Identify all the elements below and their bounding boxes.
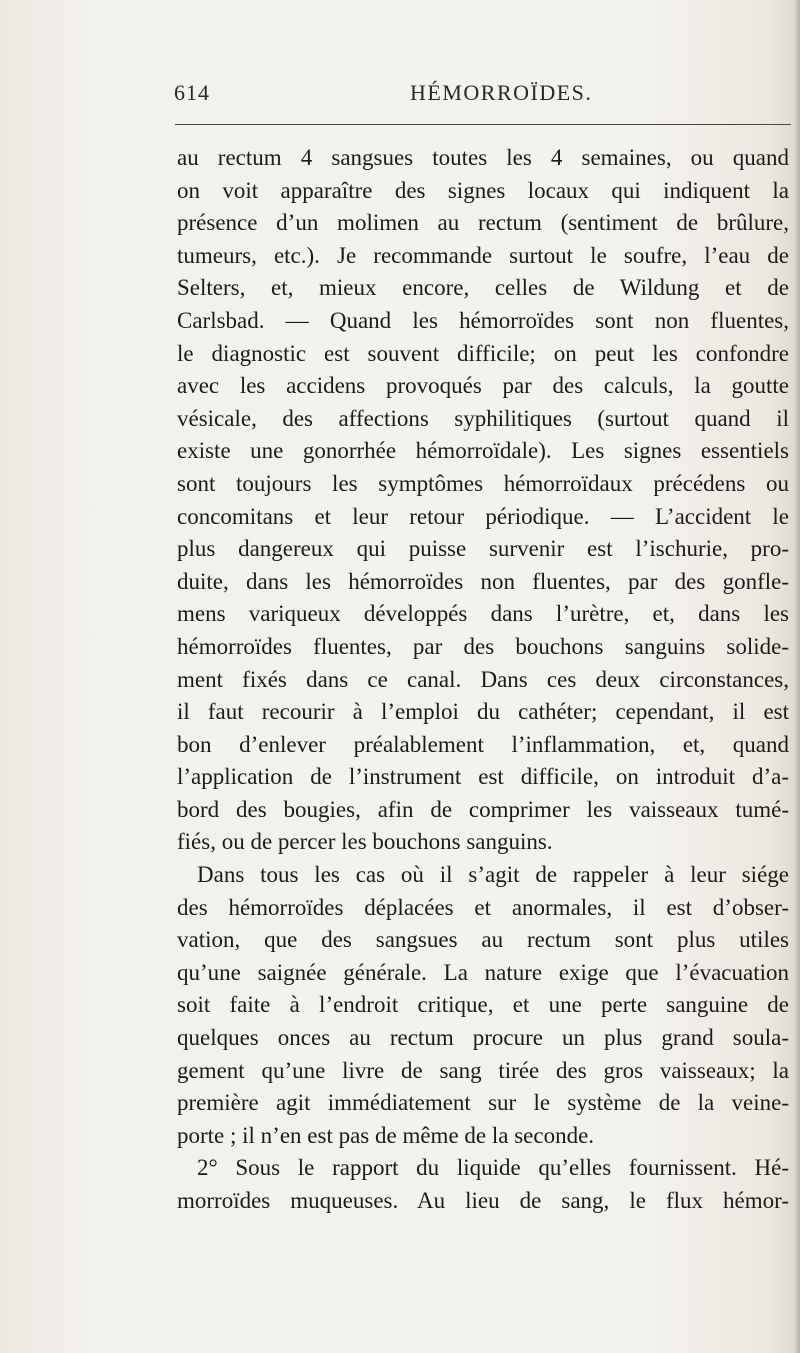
text-line: 2° Sous le rapport du liquide qu’elles fournissent. Hé- xyxy=(197,1155,789,1181)
text-line: ment fixés dans ce canal. Dans ces deux circonstances, xyxy=(177,666,789,692)
text-line: bon d’enlever préalablement l’inflammation, et, quand xyxy=(177,731,789,757)
text-line: au rectum 4 sangsues toutes les 4 semaines, ou quand xyxy=(177,145,789,170)
text-line: existe une gonorrhée hémorroïdale). Les signes essentiels xyxy=(177,438,789,464)
body-text xyxy=(177,142,789,1218)
page-edge-shadow xyxy=(794,0,800,1353)
text-line: quelques onces au rectum procure un plus grand soula- xyxy=(177,1025,789,1051)
text-line: duite, dans les hémorroïdes non fluentes, par des gonfle- xyxy=(177,568,789,594)
text-line: présence d’un molimen au rectum (sentiment de brûlure, xyxy=(177,210,789,236)
text-line: gement qu’une livre de sang tirée des gros vaisseaux; la xyxy=(177,1057,789,1083)
text-line: des hémorroïdes déplacées et anormales, il est d’obser- xyxy=(177,894,789,920)
text-line: on voit apparaître des signes locaux qui indiquent la xyxy=(177,177,789,203)
text-line: l’application de l’instrument est difficile, on introduit d’a- xyxy=(177,764,789,790)
text-line: avec les accidens provoqués par des calculs, la goutte xyxy=(177,373,789,399)
text-line: fiés, ou de percer les bouchons sanguins. xyxy=(177,829,553,855)
text-line: il faut recourir à l’emploi du cathéter; cependant, il est xyxy=(177,699,789,725)
text-line: vation, que des sangsues au rectum sont plus utiles xyxy=(177,927,789,953)
text-line: Carlsbad. — Quand les hémorroïdes sont non fluentes, xyxy=(177,307,789,333)
text-line: Selters, et, mieux encore, celles de Wildung et de xyxy=(177,275,789,301)
text-line: le diagnostic est souvent difficile; on peut les confondre xyxy=(177,340,789,366)
text-line: soit faite à l’endroit critique, et une perte sanguine de xyxy=(177,992,789,1018)
page-number: 614 xyxy=(174,80,210,105)
page-header xyxy=(174,80,800,110)
header-rule xyxy=(175,124,791,125)
text-line: Dans tous les cas où il s’agit de rappeler à leur siége xyxy=(197,862,789,888)
text-line: plus dangereux qui puisse survenir est l’ischurie, pro- xyxy=(177,536,789,562)
text-line: hémorroïdes fluentes, par des bouchons sanguins solide- xyxy=(177,633,789,659)
text-line: sont toujours les symptômes hémorroïdaux précédens ou xyxy=(177,470,789,496)
text-line: vésicale, des affections syphilitiques (surtout quand il xyxy=(177,405,789,431)
text-line: tumeurs, etc.). Je recommande surtout le soufre, l’eau de xyxy=(177,242,789,268)
text-line: mens variqueux développés dans l’urètre, et, dans les xyxy=(177,601,789,627)
text-line: première agit immédiatement sur le système de la veine- xyxy=(177,1090,789,1116)
running-title: HÉMORROÏDES. xyxy=(410,80,593,105)
text-line: porte ; il n’en est pas de même de la seconde. xyxy=(177,1122,595,1148)
text-line: concomitans et leur retour périodique. — L’accident le xyxy=(177,503,789,529)
text-line: morroïdes muqueuses. Au lieu de sang, le flux hémor- xyxy=(177,1188,789,1213)
text-line: bord des bougies, afin de comprimer les vaisseaux tumé- xyxy=(177,796,789,822)
text-line: qu’une saignée générale. La nature exige que l’évacuation xyxy=(177,959,789,985)
